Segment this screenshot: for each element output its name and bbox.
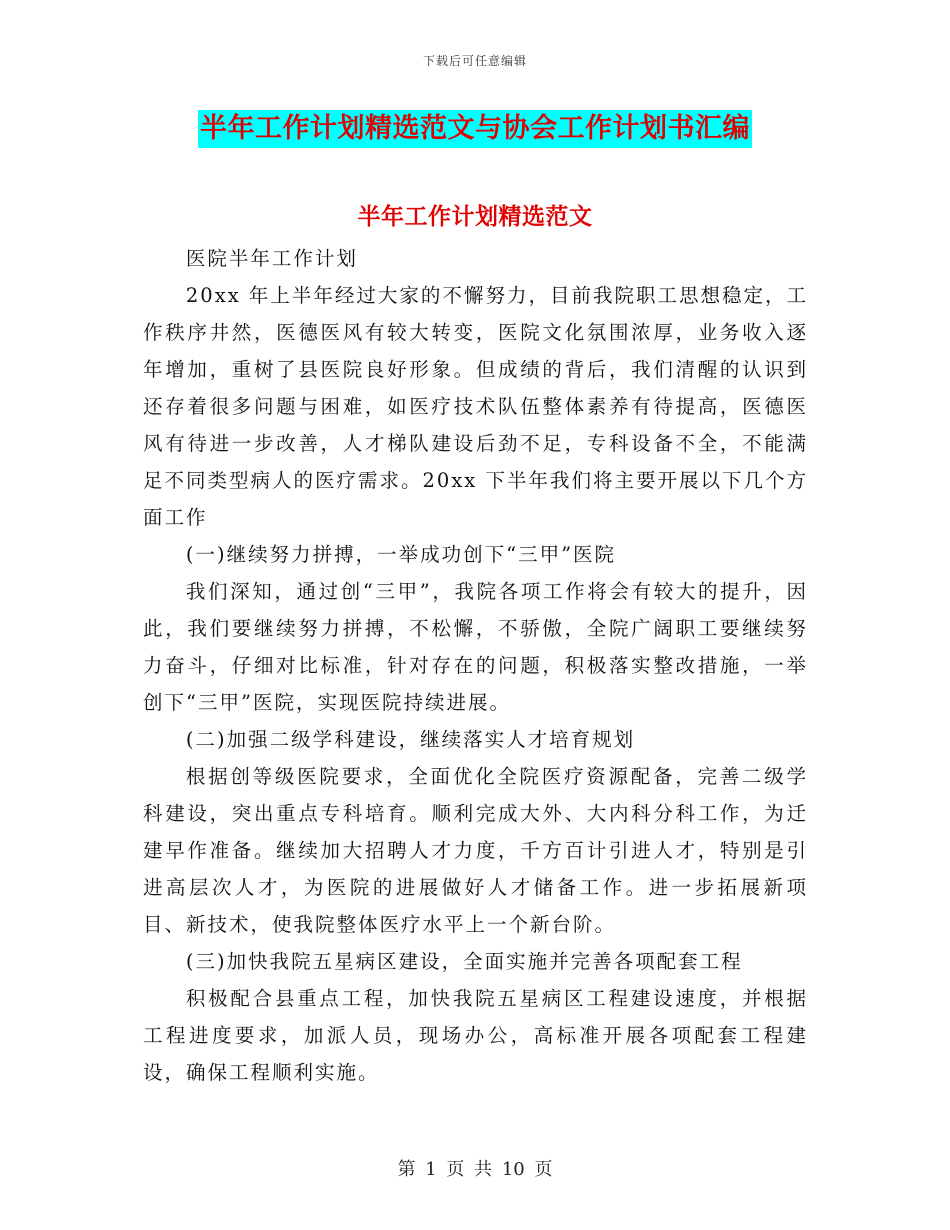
document-body — [143, 240, 808, 1091]
paragraph-heading: (一)继续努力拼搏，一举成功创下“三甲”医院 — [185, 543, 617, 566]
paragraph: 20xx 年上半年经过大家的不懈努力，目前我院职工思想稳定，工作秩序井然，医德医风有较大转变，医院文化氛围浓厚，业务收入逐年增加，重树了县医院良好形象。但成绩的背后，我们清醒的认识到还存着很多问题与困难，如医疗技术队伍整体素养有待提高，医德医风有待进一步改善，人才梯队建设后劲不足，专科设备不全，不能满足不同类型病人的医疗需求。20xx 下半年我们将主要开展以下几个方面工作 — [143, 284, 809, 529]
paragraph: 积极配合县重点工程，加快我院五星病区工程建设速度，并根据工程进度要求，加派人员，现场办公，高标准开展各项配套工程建设，确保工程顺利实施。 — [143, 987, 808, 1084]
page-header-note: 下载后可任意编辑 — [422, 54, 527, 68]
paragraph-heading: (三)加快我院五星病区建设，全面实施并完善各项配套工程 — [185, 950, 743, 973]
paragraph-heading: (二)加强二级学科建设，继续落实人才培育规划 — [185, 728, 636, 751]
document-title: 半年工作计划精选范文与协会工作计划书汇编 — [198, 110, 752, 148]
document-title-container — [0, 110, 950, 148]
paragraph: 根据创等级医院要求，全面优化全院医疗资源配备，完善二级学科建设，突出重点专科培育。顺利完成大外、大内科分科工作，为迁建早作准备。继续加大招聘人才力度，千方百计引进人才，特别是引进高层次人才，为医院的进展做好人才储备工作。进一步拓展新项目、新技术，使我院整体医疗水平上一个新台阶。 — [143, 765, 808, 936]
section-title: 半年工作计划精选范文 — [357, 203, 593, 230]
page-number: 第 1 页 共 10 页 — [397, 1159, 553, 1180]
paragraph-subtitle: 医院半年工作计划 — [185, 247, 358, 270]
paragraph: 我们深知，通过创“三甲”，我院各项工作将会有较大的提升，因此，我们要继续努力拼搏，不松懈，不骄傲，全院广阔职工要继续努力奋斗，仔细对比标准，针对存在的问题，积极落实整改措施，一举创下“三甲”医院，实现医院持续进展。 — [143, 580, 808, 714]
